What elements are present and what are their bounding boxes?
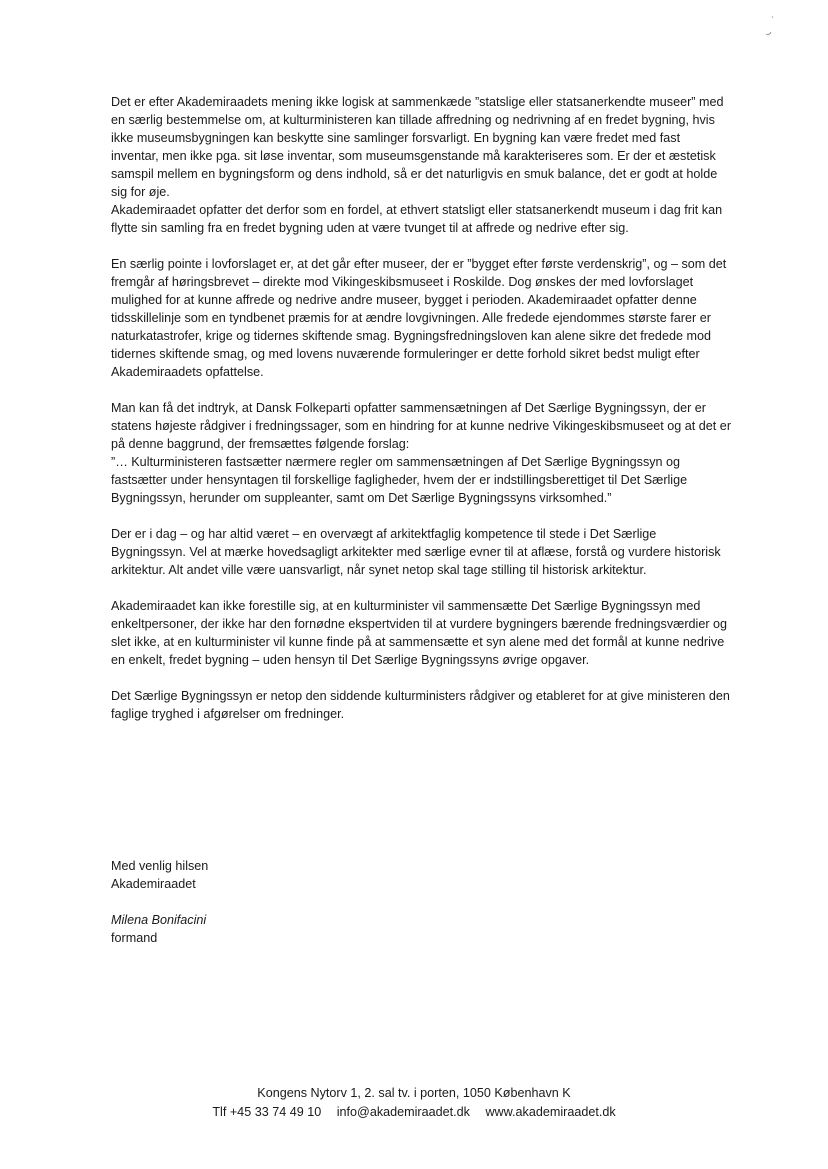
- footer-phone: Tlf +45 33 74 49 10: [212, 1105, 322, 1119]
- paragraph-museum-link: Det er efter Akademiraadets mening ikke logisk at sammenkæde ”statslige eller statsanerkendte museer” med en særlig bestemmelse om, at kulturministeren kan tillade affredning og nedrivning af en fredet bygning, hvis ikke museumsbygningen kan beskytte sine samlinger forsvarligt. En bygning kan være fredet med fast inventar, men ikke pga. sit løse inventar, som museumsgenstande må karakteriseres som. Er der et æstetisk samspil mellem en bygningsform og dens indhold, så er det naturligvis en smuk balance, det er godt at holde sig for øje.: [111, 95, 724, 199]
- closing-greeting: Med venlig hilsen: [111, 859, 209, 873]
- letter-body: [111, 93, 731, 723]
- footer-address: Kongens Nytorv 1, 2. sal tv. i porten, 1050 København K: [257, 1086, 571, 1100]
- paragraph-quoted-proposal: ”… Kulturministeren fastsætter nærmere regler om sammensætningen af Det Særlige Bygningssyn og fastsætter under hensyntagen til forskellige fagligheder, hvem der er indstillingsberettiget til Det Særlige Bygningssyn, herunder om suppleanter, samt om Det Særlige Bygningssyns virksomhed.”: [111, 455, 688, 505]
- page-footer: [0, 1084, 828, 1122]
- letter-closing: [111, 857, 208, 947]
- footer-email[interactable]: info@akademiraadet.dk: [336, 1105, 470, 1119]
- paragraph-free-move: Akademiraadet opfatter det derfor som en fordel, at ethvert statsligt eller statsanerkendt museum i dag frit kan flytte sin samling fra en fredet bygning uden at være tvunget til at affrede og nedrive efter sig.: [111, 203, 723, 235]
- paragraph-viking-museum: En særlig pointe i lovforslaget er, at det går efter museer, der er ”bygget efter første verdenskrig”, og – som det fremgår af høringsbrevet – direkte mod Vikingeskibsmuseet i Roskilde. Dog ønskes der med lovforslaget mulighed for at kunne affrede og nedrive andre museer, bygget i perioden. Akademiraadet opfatter denne tidsskillelinje som en tyndbenet præmis for at ændre lovgivningen. Alle fredede ejendommes største farer er naturkatastrofer, krige og tidernes skiftende smag. Bygningsfredningsloven kan alene sikre det fredede mod tidernes skiftende smag, og med lovens nuværende formuleringer er dette forhold sikret bedst muligt efter Akademiraadets opfattelse.: [111, 257, 727, 379]
- paragraph-dansk-folkeparti: Man kan få det indtryk, at Dansk Folkeparti opfatter sammensætningen af Det Særlige Bygningssyn, der er statens højeste rådgiver i fredningssager, som en hindring for at kunne nedrive Vikingeskibsmuseet og at det er på denne baggrund, der fremsættes følgende forslag:: [111, 401, 732, 451]
- signatory-name: Milena Bonifacini: [111, 913, 207, 927]
- paragraph-architect-competence: Der er i dag – og har altid været – en overvægt af arkitektfaglig kompetence til stede i Det Særlige Bygningssyn. Vel at mærke hovedsagligt arkitekter med særlige evner til at aflæse, forstå og vurdere historisk arkitektur. Alt andet ville være uansvarligt, når synet netop skal tage stilling til historisk arkitektur.: [111, 527, 721, 577]
- paragraph-advisor-role: Det Særlige Bygningssyn er netop den siddende kulturministers rådgiver og etableret for at give ministeren den faglige tryghed i afgørelser om fredninger.: [111, 689, 730, 721]
- closing-organization: Akademiraadet: [111, 877, 196, 891]
- footer-website[interactable]: www.akademiraadet.dk: [485, 1105, 616, 1119]
- signatory-role: formand: [111, 931, 158, 945]
- paragraph-composition-concern: Akademiraadet kan ikke forestille sig, at en kulturminister vil sammensætte Det Særlige Bygningssyn med enkeltpersoner, der ikke har den fornødne ekspertviden til at vurdere bygningers bærende fredningsværdier og slet ikke, at en kulturminister vil kunne finde på at sammensætte et syn alene med det formål at kunne nedrive en enkelt, fredet bygning – uden hensyn til Det Særlige Bygningssyns øvrige opgaver.: [111, 599, 728, 667]
- scan-artifact-mark: [760, 14, 780, 38]
- footer-contact: [0, 1103, 828, 1122]
